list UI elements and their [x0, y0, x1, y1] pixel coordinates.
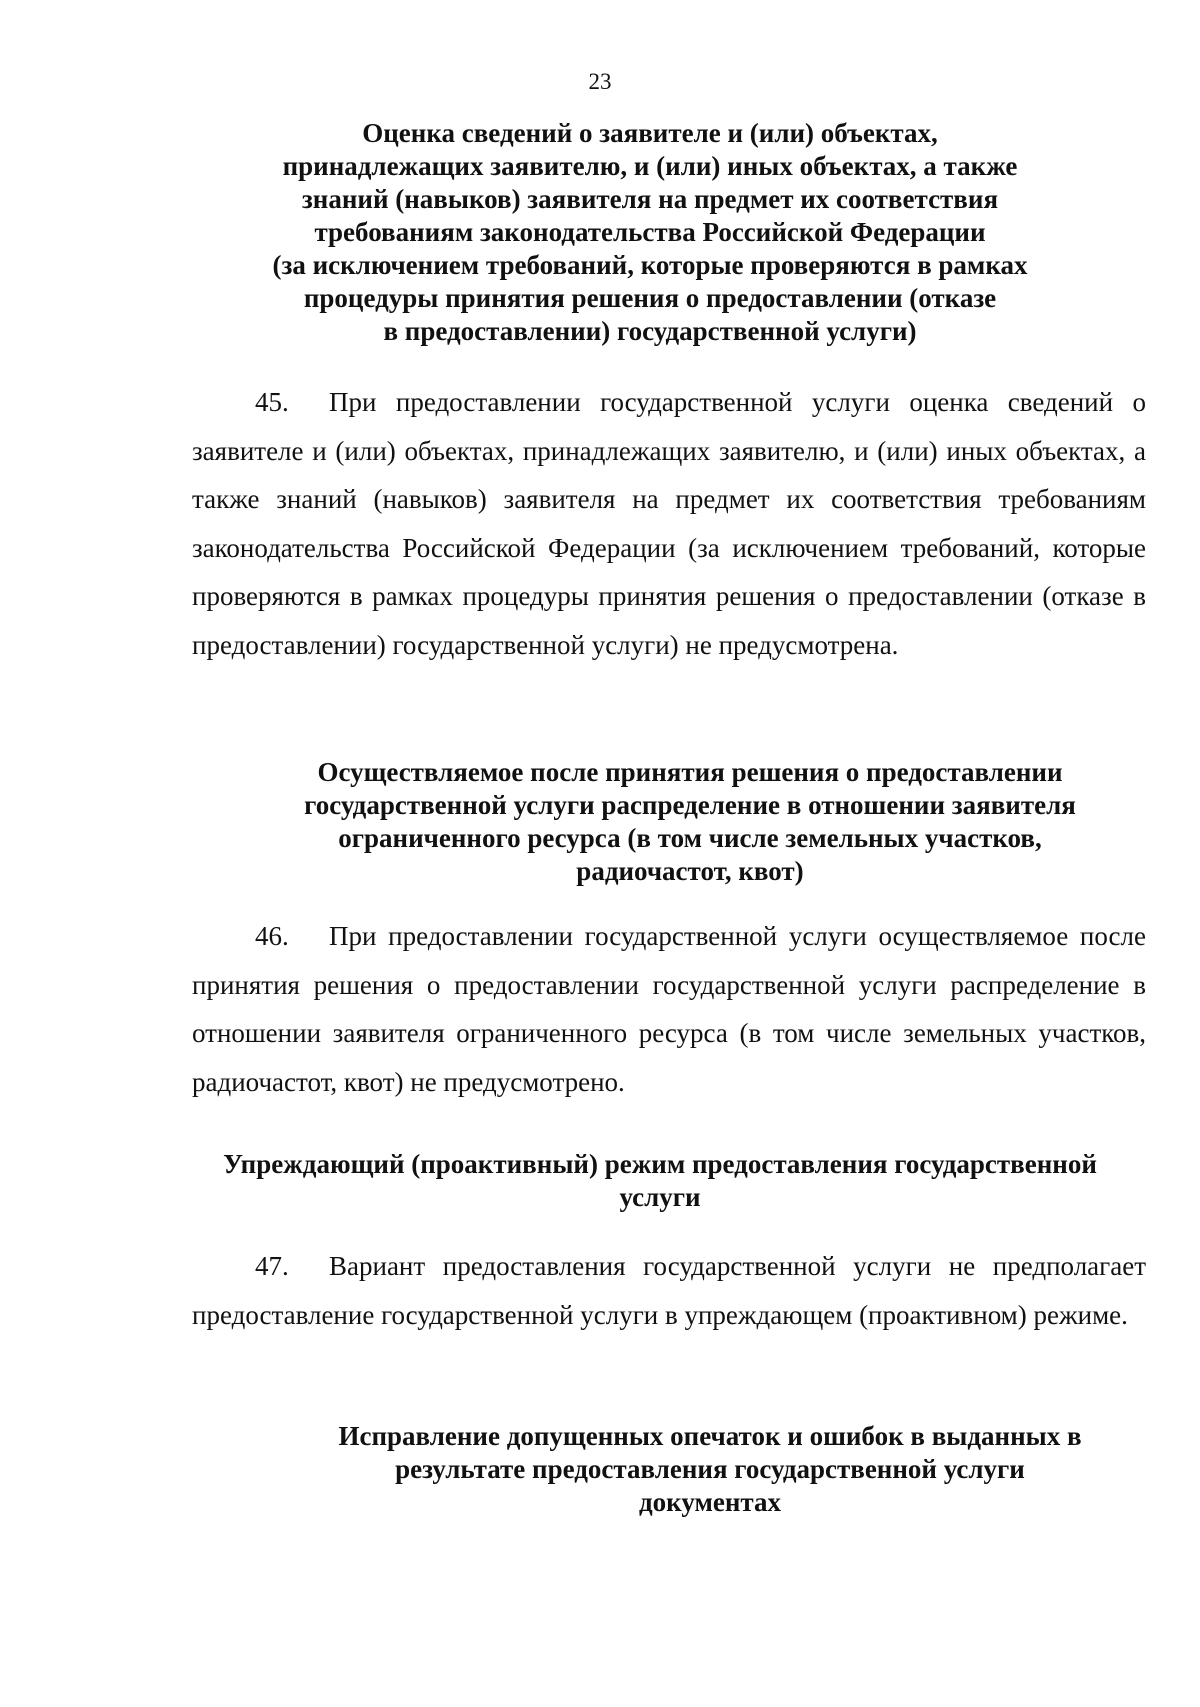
paragraph-number: 47. [255, 1251, 289, 1281]
paragraph-number: 46. [255, 921, 289, 951]
heading-line: Исправление допущенных опечаток и ошибок в выданных в [338, 1421, 1082, 1451]
paragraph-45 [192, 378, 1146, 669]
heading-line: государственной услуги распределение в отношении заявителя [304, 790, 1076, 820]
heading-line: в предоставлении) государственной услуги) [383, 316, 917, 346]
paragraph-text: При предоставлении государственной услуги оценка сведений о заявителе и (или) объектах, принадлежащих заявителю, и (или) иных объектах, а также знаний (навыков) заявителя на предмет их соответствия требованиям законодательства Российской Федерации (за исключением требований, которые проверяются в рамках процедуры принятия решения о предоставлении (отказе в предоставлении) государственной услуги) не предусмотрена. [192, 387, 1146, 660]
heading-line: радиочастот, квот) [576, 856, 804, 886]
heading-line: Упреждающий (проактивный) режим предоставления государственной [223, 1149, 1097, 1179]
paragraph-47 [192, 1242, 1146, 1339]
heading-line: Осуществляемое после принятия решения о предоставлении [317, 757, 1063, 787]
section-heading-resource-distribution [250, 756, 1130, 888]
heading-line: результате предоставления государственной услуги [395, 1454, 1025, 1484]
section-heading-error-correction [300, 1420, 1120, 1519]
heading-line: услуги [619, 1182, 701, 1212]
heading-line: документах [638, 1487, 781, 1517]
heading-line: процедуры принятия решения о предоставлении (отказе [303, 283, 997, 313]
heading-line: требованиям законодательства Российской Федерации [314, 217, 986, 247]
paragraph-46 [192, 912, 1146, 1106]
heading-line: Оценка сведений о заявителе и (или) объектах, [362, 118, 938, 148]
paragraph-text: При предоставлении государственной услуги осуществляемое после принятия решения о предоставлении государственной услуги распределение в отношении заявителя ограниченного ресурса (в том числе земельных участков, радиочастот, квот) не предусмотрено. [192, 921, 1146, 1097]
heading-line: (за исключением требований, которые проверяются в рамках [272, 250, 1028, 280]
heading-line: ограниченного ресурса (в том числе земельных участков, [338, 823, 1042, 853]
paragraph-text: Вариант предоставления государственной услуги не предполагает предоставление государственной услуги в упреждающем (проактивном) режиме. [192, 1251, 1146, 1330]
heading-line: принадлежащих заявителю, и (или) иных объектах, а также [282, 151, 1018, 181]
paragraph-number: 45. [255, 387, 289, 417]
heading-line: знаний (навыков) заявителя на предмет их соответствия [301, 184, 999, 214]
page-number: 23 [588, 69, 612, 94]
section-heading-assessment [200, 117, 1100, 348]
section-heading-proactive-mode [180, 1148, 1140, 1214]
